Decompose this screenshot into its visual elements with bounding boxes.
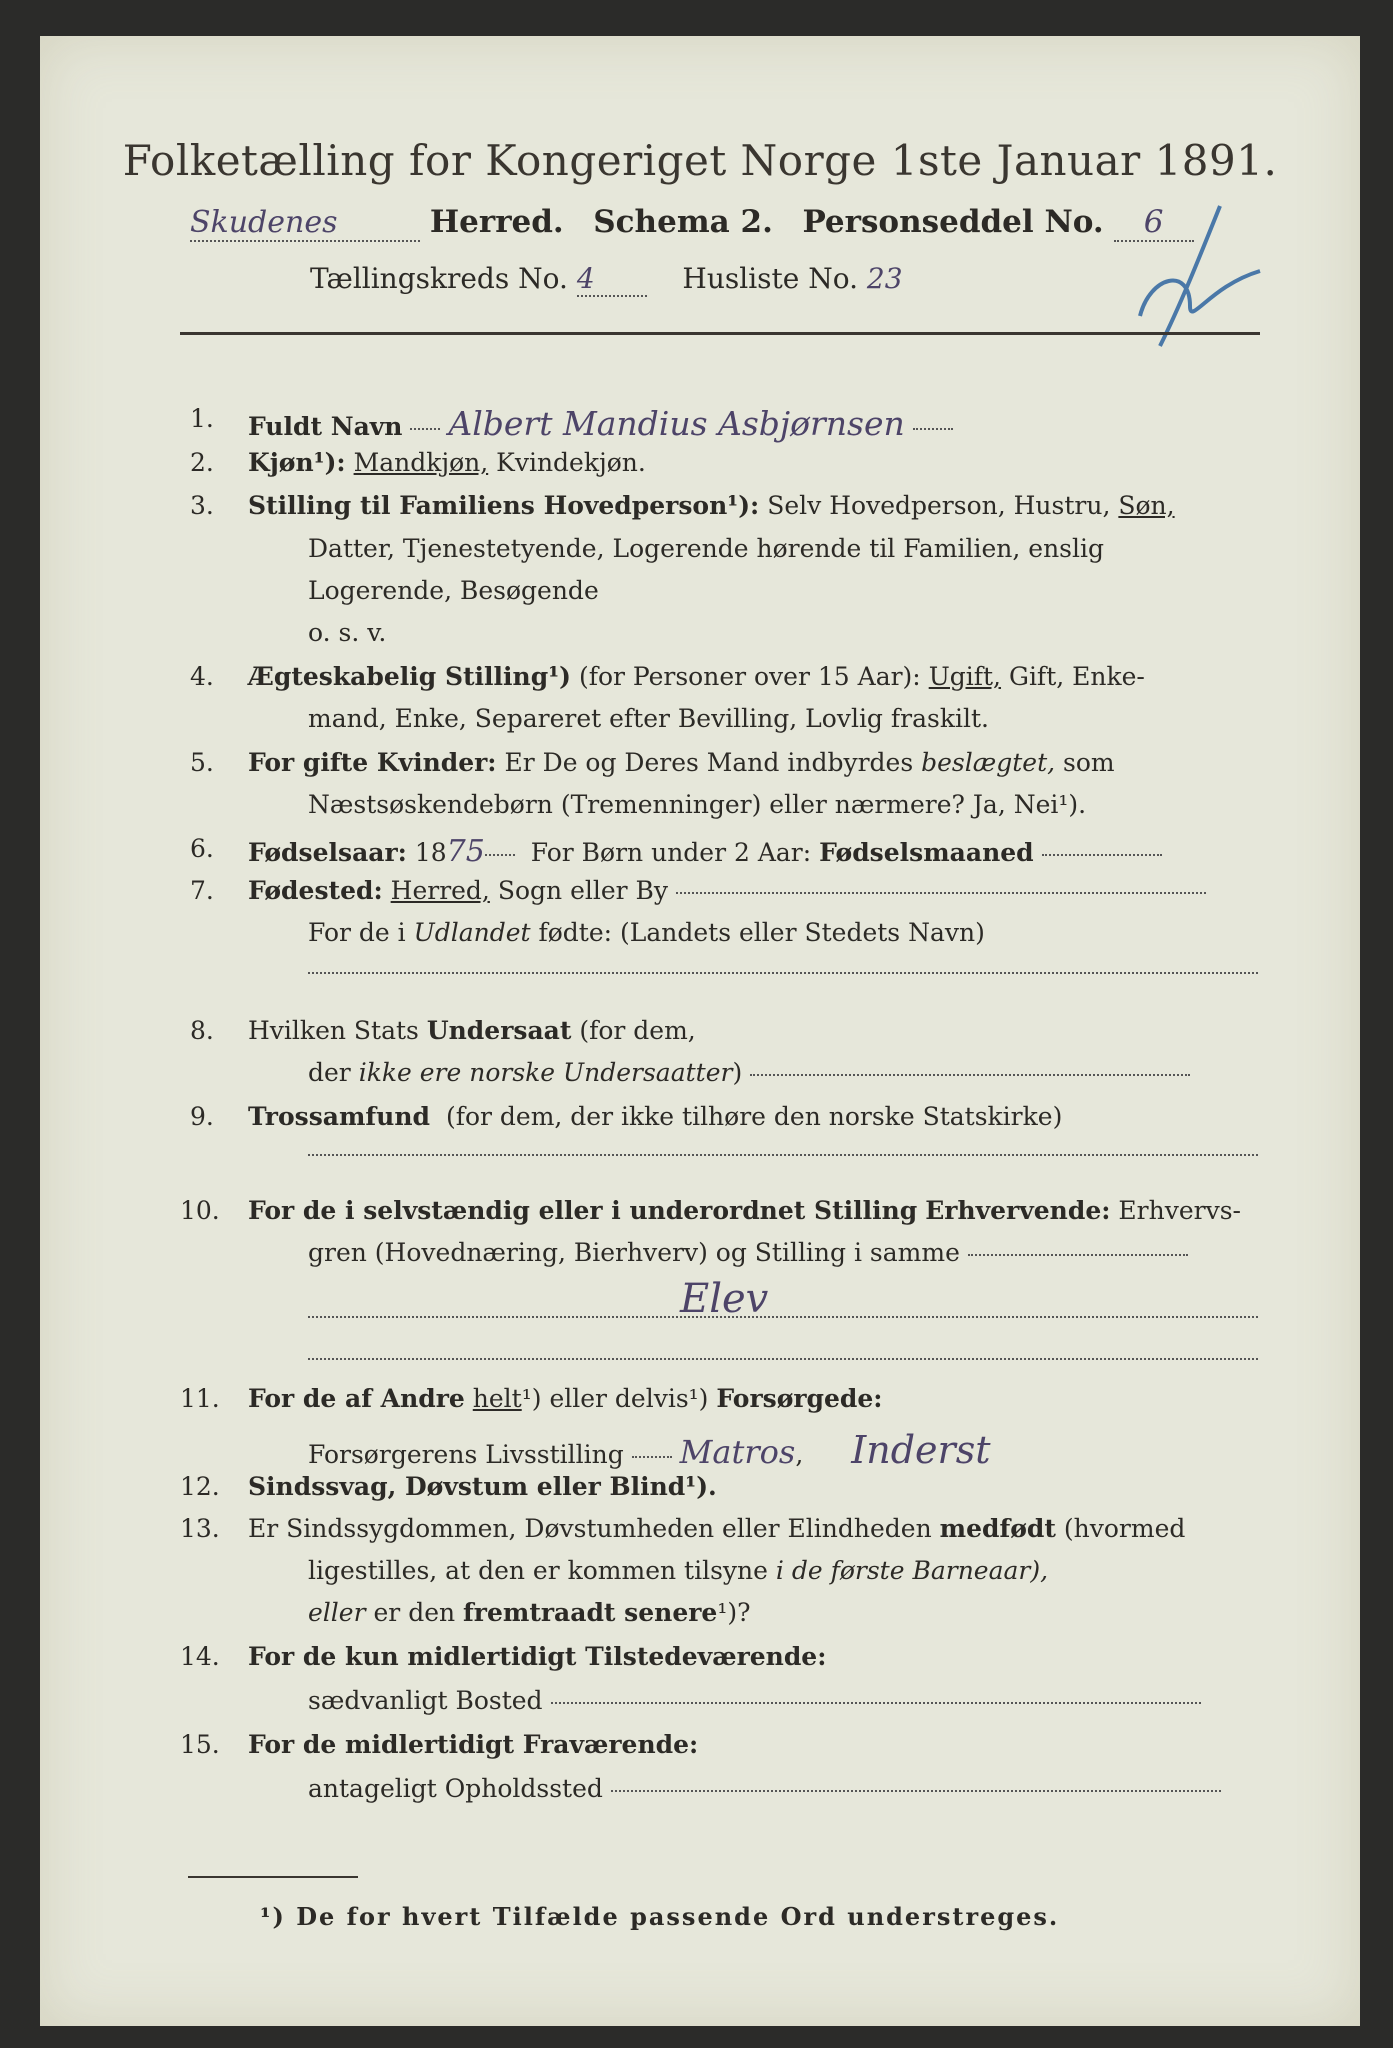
q4-ugift: Ugift, (928, 662, 1002, 691)
item-number: 7. (190, 876, 214, 905)
census-form-sheet (40, 36, 1360, 2026)
item-number: 8. (190, 1016, 214, 1045)
q15-label: For de midlertidigt Fraværende: (248, 1730, 699, 1759)
kreds-label: Tællingskreds No. (310, 262, 568, 295)
q13-text-2a: ligestilles, at den er kommen tilsyne (308, 1556, 768, 1585)
q10-row-2 (308, 1238, 1188, 1267)
q5-text-italic: beslægtet, (921, 748, 1056, 777)
q10-text-2: gren (Hovednæring, Bierhverv) og Stilling i samme (308, 1238, 960, 1267)
q9-label: Trossamfund (248, 1102, 431, 1131)
item-number: 3. (190, 491, 214, 520)
q8-row-2: der ikke ere norske Undersaatter) (308, 1058, 1190, 1087)
q3-row-2: Datter, Tjenestetyende, Logerende hørende til Familien, enslig (308, 534, 1105, 563)
q3-label: Stilling til Familiens Hovedperson¹): (248, 491, 760, 520)
q3-son: Søn, (1118, 491, 1175, 520)
q10-answer-line-2 (308, 1358, 1258, 1360)
item-number: 6. (190, 834, 214, 863)
q6-text: For Børn under 2 Aar: (530, 838, 812, 867)
q11-value-1: Matros (679, 1433, 796, 1471)
footnote: ¹) De for hvert Tilfælde passende Ord understreges. (260, 1902, 1060, 1931)
q10-label: For de i selvstændig eller i underordnet Stilling (248, 1196, 918, 1225)
husliste-label: Husliste No. (682, 262, 859, 295)
header-line-2 (310, 262, 947, 297)
q1-value: Albert Mandius Asbjørnsen (448, 404, 905, 443)
q3-row-4: o. s. v. (308, 618, 387, 647)
q11-row-1 (248, 1384, 883, 1413)
q14-text-2: sædvanligt Bosted (308, 1686, 543, 1715)
q13-row-2 (308, 1556, 1048, 1585)
kreds-value: 4 (577, 262, 647, 297)
header-divider (180, 332, 1260, 335)
q6-label: Fødselsaar: (248, 838, 407, 867)
q6-text-b: Fødselsmaaned (819, 838, 1034, 867)
q8-text-2a: der (308, 1058, 351, 1087)
q9-text: (for dem, der ikke tilhøre den norske Statskirke) (445, 1102, 1063, 1131)
schema-label: Schema 2. (593, 204, 773, 240)
q5-text-b: som (1063, 748, 1115, 777)
q8-text: (for dem, (579, 1016, 696, 1045)
item-number: 10. (180, 1196, 220, 1225)
q13-text-3b: fremtraadt senere (463, 1598, 718, 1627)
item-number: 5. (190, 748, 214, 777)
q11-text-2: Forsørgerens Livsstilling (308, 1440, 624, 1469)
q5-row-1 (248, 748, 1115, 777)
q7-text-2a: For de i (308, 918, 406, 947)
q3-row-1 (248, 491, 1175, 520)
item-number: 11. (180, 1384, 220, 1413)
item-number: 2. (190, 448, 214, 477)
q5-row-2: Næstsøskendebørn (Tremenninger) eller nærmere? Ja, Nei¹). (308, 790, 1087, 819)
q7-herred: Herred, (390, 876, 490, 905)
herred-value: Skudenes (190, 205, 420, 242)
q11-label: Forsørgede: (716, 1384, 883, 1413)
item-number: 14. (180, 1642, 220, 1671)
q5-label: For gifte Kvinder: (248, 748, 497, 777)
q4-label: Ægteskabelig Stilling¹) (248, 662, 571, 691)
q14-row-2 (308, 1686, 1201, 1715)
q10-text: Erhvervs- (1118, 1196, 1241, 1225)
q1-label: Fuldt Navn (248, 412, 403, 441)
q13-text-3a: er den (373, 1598, 456, 1627)
q4-text: (for Personer over 15 Aar): (578, 662, 921, 691)
q13-row-1 (248, 1514, 1185, 1543)
q2-opt-mandkjon: Mandkjøn, (353, 448, 489, 477)
q10-label-2: Erhvervende: (925, 1196, 1111, 1225)
q11-text-b: ¹) eller delvis¹) (521, 1384, 709, 1413)
q15-row-2 (308, 1774, 1221, 1803)
q11-row-2: Forsørgerens Livsstilling Matros, Inderst (308, 1428, 991, 1472)
item-number: 13. (180, 1514, 220, 1543)
q3-row-3: Logerende, Besøgende (308, 576, 599, 605)
q11-value-2: Inderst (851, 1428, 991, 1472)
q6-prefix: 18 (414, 838, 447, 867)
q13-text-c: (hvormed (1063, 1514, 1186, 1543)
q9-row (248, 1102, 1062, 1131)
item-number: 15. (180, 1730, 220, 1759)
q10-value: Elev (680, 1276, 769, 1322)
q13-row-3 (308, 1598, 751, 1627)
item-number: 1. (190, 404, 214, 433)
q7-answer-line (308, 972, 1258, 974)
q8-label-2: Undersaat (426, 1016, 572, 1045)
q7-text: Sogn eller By (497, 876, 669, 905)
header-line-1 (190, 204, 1194, 242)
q15-text-2: antageligt Opholdssted (308, 1774, 603, 1803)
q3-text: Selv Hovedperson, Hustru, (767, 491, 1111, 520)
q7-row-2 (308, 918, 985, 947)
q2-opt-kvindekjon: Kvindekjøn. (496, 448, 646, 477)
q14-label: For de kun midlertidigt Tilstedeværende: (248, 1642, 827, 1671)
q2-row (248, 448, 646, 477)
q7-row-1 (248, 876, 1206, 905)
q13-text-2i: i de første Barneaar), (775, 1556, 1049, 1585)
q8-row-1 (248, 1016, 696, 1045)
item-number: 12. (180, 1472, 220, 1501)
q11-helt: helt (472, 1384, 522, 1413)
item-number: 9. (190, 1102, 214, 1131)
q4-text-b: Gift, Enke- (1008, 662, 1145, 691)
q11-text: For de af Andre (248, 1384, 465, 1413)
q4-row-2: mand, Enke, Separeret efter Bevilling, Lovlig fraskilt. (308, 704, 989, 733)
q13-label: medfødt (939, 1514, 1056, 1543)
q7-text-2i: Udlandet (413, 918, 531, 947)
q7-text-2b: fødte: (Landets eller Stedets Navn) (538, 918, 985, 947)
q13-text-3c: ¹)? (717, 1598, 751, 1627)
q13-text: Er Sindssygdommen, Døvstumheden eller Elindheden (248, 1514, 932, 1543)
personseddel-value: 6 (1114, 204, 1194, 242)
q2-label: Kjøn¹): (248, 448, 346, 477)
q8-label-1: Hvilken Stats (248, 1016, 419, 1045)
q1-row (248, 404, 953, 443)
herred-label: Herred. (429, 204, 564, 240)
personseddel-label: Personseddel No. (802, 204, 1104, 240)
q6-row (248, 834, 1162, 869)
form-title: Folketælling for Kongeriget Norge 1ste Januar 1891. (122, 136, 1278, 185)
q9-answer-line (308, 1154, 1258, 1156)
item-number: 4. (190, 662, 214, 691)
q7-label: Fødested: (248, 876, 383, 905)
q5-text: Er De og Deres Mand indbyrdes (504, 748, 914, 777)
q8-text-2i: ikke ere norske Undersaatter (358, 1058, 733, 1087)
q10-answer-line-1 (308, 1316, 1258, 1318)
footnote-divider (188, 1876, 358, 1878)
q4-row-1 (248, 662, 1145, 691)
husliste-value: 23 (866, 262, 903, 295)
q13-text-3i: eller (308, 1598, 366, 1627)
q6-value: 75 (446, 834, 485, 869)
q10-row-1 (248, 1196, 1241, 1225)
q12-label: Sindssvag, Døvstum eller Blind¹). (248, 1472, 717, 1501)
